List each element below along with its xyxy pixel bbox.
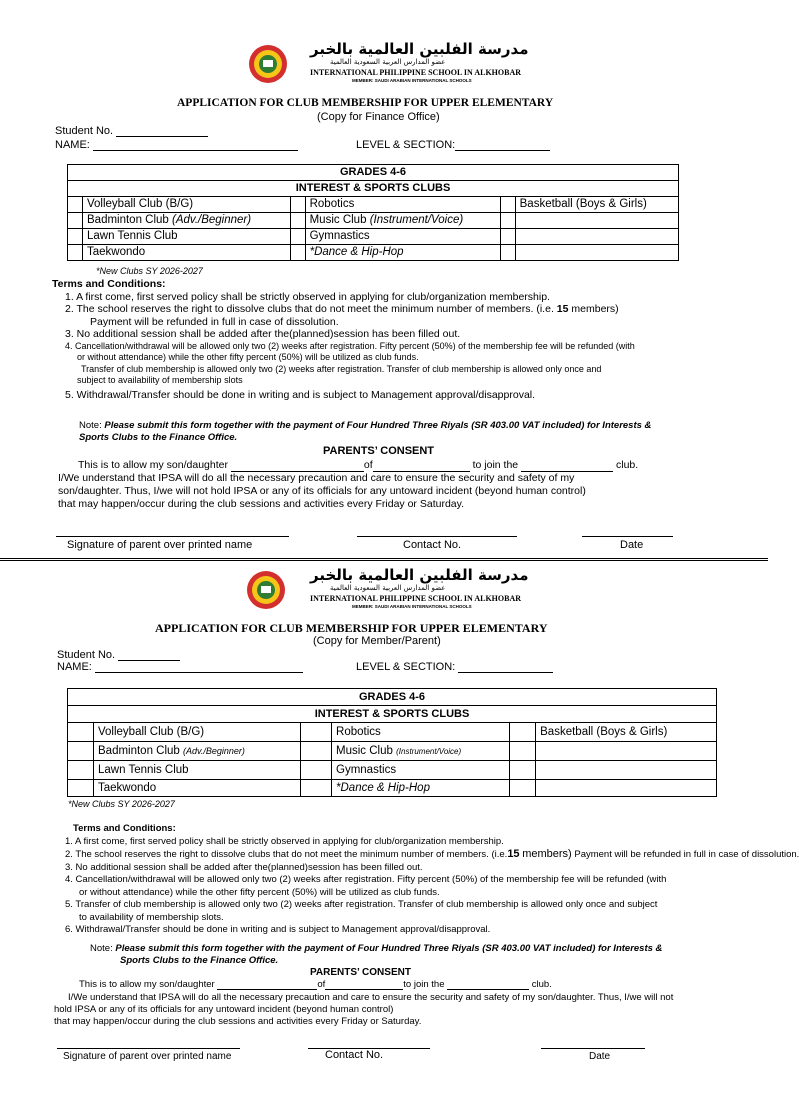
new-clubs-note: *New Clubs SY 2026-2027 [96,266,203,276]
checkbox[interactable] [301,742,332,761]
table-row [68,213,679,229]
club-cell: Robotics [305,197,500,213]
club-cell: Volleyball Club (B/G) [94,723,301,742]
new-clubs-note: *New Clubs SY 2026-2027 [68,799,175,809]
consent-line-3: son/daughter. Thus, I/we will not hold IPSA or any of its officials for any untoward incident (beyond human control) [58,485,586,497]
checkbox[interactable] [510,761,536,780]
grades-header: GRADES 4-6 [68,165,679,181]
student-no-label: Student No. [55,125,114,137]
term-2: 2. The school reserves the right to dissolve clubs that do not meet the minimum number of members. (i.e. 15 members) [65,303,619,315]
grades-header: GRADES 4-6 [68,689,717,706]
checkbox[interactable] [290,229,305,245]
name-label: NAME: [57,661,92,673]
form-title: APPLICATION FOR CLUB MEMBERSHIP FOR UPPER ELEMENTARY [155,621,548,635]
checkbox[interactable] [68,780,94,797]
club-cell: Robotics [332,723,510,742]
school-member-arabic: عضو المدارس العربية السعودية العالمية [330,58,446,66]
table-row [68,197,679,213]
signature-label: Signature of parent over printed name [63,1051,232,1062]
checkbox[interactable] [290,197,305,213]
checkbox[interactable] [301,761,332,780]
term-3: 3. No additional session shall be added after the(planned)session has been filled out. [65,861,423,873]
signature-line[interactable] [57,1048,240,1049]
level-section-field[interactable] [356,139,550,151]
term-4-cont: or without attendance) while the other fifty percent (50%) will be utilized as club funds. [77,352,419,362]
term-4-transfer: Transfer of club membership is allowed only two (2) weeks after registration. Transfer of club membership is allowed only once and [81,363,602,374]
signature-line[interactable] [56,536,289,537]
club-cell: Lawn Tennis Club [83,229,291,245]
table-row [68,229,679,245]
school-logo [248,44,288,84]
club-cell: Volleyball Club (B/G) [83,197,291,213]
club-cell [515,213,678,229]
school-member-line: MEMBER: SAUDI ARABIAN INTERNATIONAL SCHOOLS [352,78,472,83]
checkbox[interactable] [500,213,515,229]
consent-line-3: hold IPSA or any of its officials for any untoward incident (beyond human control) [54,1004,394,1015]
level-section-label: LEVEL & SECTION: [356,661,456,673]
level-section-field[interactable] [356,661,553,673]
parents-consent-title: PARENTS’ CONSENT [323,445,435,457]
school-name-english: INTERNATIONAL PHILIPPINE SCHOOL IN ALKHOBAR [310,594,522,603]
checkbox[interactable] [301,723,332,742]
club-cell [515,245,678,261]
checkbox[interactable] [500,245,515,261]
table-row [68,761,717,780]
school-name-arabic: مدرسة الفلبين العالمية بالخبر [310,40,529,58]
name-field[interactable] [55,139,298,151]
checkbox[interactable] [500,197,515,213]
term-2: 2. The school reserves the right to dissolve clubs that do not meet the minimum number of members. (i.e.15 members) Payment will be refunded in full in case of dissolution. [65,848,799,860]
club-cell [536,780,717,797]
clubs-table [67,688,717,797]
date-label: Date [589,1051,611,1062]
clubs-heading: INTEREST & SPORTS CLUBS [68,706,717,723]
level-section-label: LEVEL & SECTION: [356,139,456,151]
name-label: NAME: [55,139,90,151]
term-1: 1. A first come, first served policy shall be strictly observed in applying for club/organization membership. [65,290,550,303]
club-cell: Music Club (Instrument/Voice) [332,742,510,761]
school-member-line: MEMBER: SAUDI ARABIAN INTERNATIONAL SCHOOLS [352,604,472,609]
copy-label: (Copy for Member/Parent) [313,635,441,647]
term-4: 4. Cancellation/withdrawal will be allowed only two (2) weeks after registration. Fifty percent (50%) of the membership fee will be refunded (with [65,874,667,885]
contact-label: Contact No. [403,539,462,551]
school-name-arabic: مدرسة الفلبين العالمية بالخبر [310,566,529,584]
table-row [68,723,717,742]
payment-note: Note: Please submit this form together with the payment of Four Hundred Three Riyals (SR 403.00 VAT included) for Interests & Sports Clubs to the Finance Office. [79,420,652,443]
checkbox[interactable] [500,229,515,245]
student-no-field[interactable] [57,649,180,661]
club-cell [515,229,678,245]
club-cell: Taekwondo [83,245,291,261]
club-cell: Basketball (Boys & Girls) [536,723,717,742]
consent-body [54,992,674,1028]
checkbox[interactable] [68,761,94,780]
student-no-field[interactable] [55,125,208,137]
term-4: 4. Cancellation/withdrawal will be allowed only two (2) weeks after registration. Fifty percent (50%) of the membership fee will be refunded (with [65,340,635,351]
date-label: Date [620,539,644,551]
club-cell: *Dance & Hip-Hop [305,245,500,261]
table-row [68,245,679,261]
club-cell: Basketball (Boys & Girls) [515,197,678,213]
checkbox[interactable] [68,742,94,761]
cut-divider [0,558,768,561]
checkbox[interactable] [301,780,332,797]
term-5: 5. Transfer of club membership is allowed only two (2) weeks after registration. Transfer of club membership is allowed only once and subject [65,899,658,910]
table-row [68,742,717,761]
term-5-cont: to availability of membership slots. [79,911,224,923]
term-3: 3. No additional session shall be added after the(planned)session has been filled out. [65,328,461,340]
consent-line-1: This is to allow my son/daughter of to join the club. [78,459,639,471]
club-cell: Gymnastics [305,229,500,245]
terms-section [52,278,635,401]
date-line[interactable] [541,1048,645,1049]
term-6: 6. Withdrawal/Transfer should be done in writing and is subject to Management approval/disapproval. [65,924,491,935]
clubs-table [67,164,679,261]
checkbox[interactable] [510,780,536,797]
clubs-heading: INTEREST & SPORTS CLUBS [68,181,679,197]
checkbox[interactable] [68,245,83,261]
form-title: APPLICATION FOR CLUB MEMBERSHIP FOR UPPER ELEMENTARY [177,97,554,109]
school-logo [246,570,286,610]
checkbox[interactable] [290,245,305,261]
checkbox[interactable] [290,213,305,229]
club-cell [536,761,717,780]
term-4-cont: or without attendance) while the other fifty percent (50%) will be utilized as club funds. [79,886,440,898]
club-cell: Badminton Club (Adv./Beginner) [83,213,291,229]
signature-label: Signature of parent over printed name [67,539,253,551]
student-no-label: Student No. [57,649,116,661]
term-5: 5. Withdrawal/Transfer should be done in writing and is subject to Management approval/disapproval. [65,388,536,401]
club-cell [536,742,717,761]
term-2-cont: Payment will be refunded in full in case of dissolution. [90,315,339,328]
consent-line-2: I/We understand that IPSA will do all the necessary precaution and care to ensure the security and safety of my son/daughter. Thus, I/we will not [68,992,674,1003]
checkbox[interactable] [68,197,83,213]
terms-section [65,823,799,937]
date-line[interactable] [582,536,673,537]
club-cell: Lawn Tennis Club [94,761,301,780]
club-cell: Badminton Club (Adv./Beginner) [94,742,301,761]
club-cell: Taekwondo [94,780,301,797]
consent-line-1: This is to allow my son/daughter of to join the club. [79,979,552,990]
name-field[interactable] [57,661,303,673]
club-cell: Music Club (Instrument/Voice) [305,213,500,229]
table-row [68,780,717,797]
school-name-english: INTERNATIONAL PHILIPPINE SCHOOL IN ALKHOBAR [310,68,522,77]
contact-line[interactable] [357,536,517,537]
terms-title: Terms and Conditions: [73,823,176,834]
contact-label: Contact No. [325,1049,384,1061]
club-cell: *Dance & Hip-Hop [332,780,510,797]
parents-consent-title: PARENTS’ CONSENT [310,967,411,978]
checkbox[interactable] [510,723,536,742]
consent-line-4: that may happen/occur during the club sessions and activities every Friday or Saturday. [58,498,465,510]
checkbox[interactable] [68,213,83,229]
club-cell: Gymnastics [332,761,510,780]
school-member-arabic: عضو المدارس العربية السعودية العالمية [330,584,446,592]
checkbox[interactable] [510,742,536,761]
payment-note: Note: Please submit this form together with the payment of Four Hundred Three Riyals (SR 403.00 VAT included) for Interests & Sports Clubs to the Finance Office. [90,943,663,966]
terms-title: Terms and Conditions: [52,278,166,290]
consent-line-4: that may happen/occur during the club sessions and activities every Friday or Saturday. [54,1016,422,1027]
consent-line-2: I/We understand that IPSA will do all the necessary precaution and care to ensure the security and safety of my [58,472,575,484]
term-1: 1. A first come, first served policy shall be strictly observed in applying for club/organization membership. [65,835,504,847]
term-4-transfer-cont: subject to availability of membership slots [77,375,243,385]
checkbox[interactable] [68,229,83,245]
copy-label: (Copy for Finance Office) [317,111,440,123]
checkbox[interactable] [68,723,94,742]
